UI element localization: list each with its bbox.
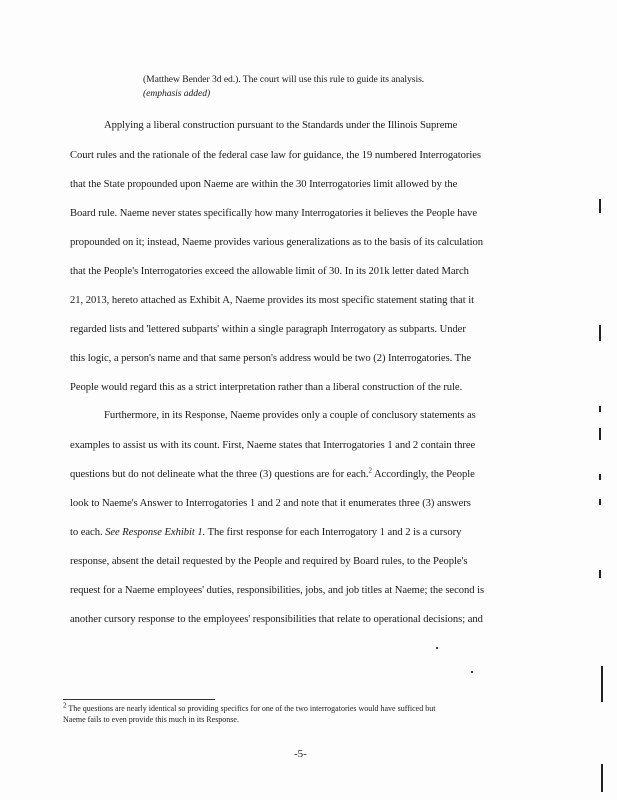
paragraph-1-line-10: People would regard this as a strict interpretation rather than a liberal construction of the rule. xyxy=(70,382,463,393)
paragraph-1-line-3: that the State propounded upon Naeme are within the 30 Interrogatories limit allowed by the xyxy=(70,179,458,190)
scan-margin-mark xyxy=(599,325,601,341)
scan-margin-mark xyxy=(599,474,601,480)
paragraph-2-line-5-rest: The first response for each Interrogatory 1 and 2 is a cursory xyxy=(205,527,462,538)
paragraph-2-line-3 xyxy=(70,468,475,481)
exhibit-citation: See Response Exhibit 1. xyxy=(105,527,206,538)
paragraph-1-line-7: 21, 2013, hereto attached as Exhibit A, Naeme provides its most specific statement stating that it xyxy=(70,295,475,306)
paragraph-1-line-5: propounded on it; instead, Naeme provides various generalizations as to the basis of its calculation xyxy=(70,237,484,248)
paragraph-2-line-1: Furthermore, in its Response, Naeme provides only a couple of conclusory statements as xyxy=(104,410,476,421)
paragraph-1-line-9: this logic, a person's name and that same person's address would be two (2) Interrogatories. The xyxy=(70,353,471,364)
paragraph-1-line-1: Applying a liberal construction pursuant to the Standards under the Illinois Supreme xyxy=(104,120,458,131)
scan-speck xyxy=(436,647,438,649)
paragraph-2-line-5-text: to each. xyxy=(70,527,106,538)
paragraph-2-line-6: response, absent the detail requested by the People and required by Board rules, to the People's xyxy=(70,556,468,567)
quote-emphasis-note: (emphasis added) xyxy=(143,88,211,99)
paragraph-2-line-3-text: questions but do not delineate what the three (3) questions are for each. xyxy=(70,469,369,480)
scan-margin-mark xyxy=(599,406,601,412)
footnote-reference[interactable]: 2 xyxy=(368,466,372,475)
scan-margin-mark xyxy=(599,570,601,578)
scan-margin-mark xyxy=(601,666,603,702)
paragraph-2-line-4: look to Naeme's Answer to Interrogatories 1 and 2 and note that it enumerates three (3) answers xyxy=(70,498,471,509)
scan-margin-mark xyxy=(601,764,603,792)
footnote-separator xyxy=(63,699,215,700)
paragraph-1-line-8: regarded lists and 'lettered subparts' within a single paragraph Interrogatory as subparts. Under xyxy=(70,324,466,335)
scan-margin-mark xyxy=(599,428,601,440)
paragraph-2-line-3-suffix: Accordingly, the People xyxy=(371,469,475,480)
paragraph-2-line-7: request for a Naeme employees' duties, responsibilities, jobs, and job titles at Naeme; the second is xyxy=(70,585,485,596)
scan-speck xyxy=(471,671,473,673)
paragraph-2-line-2: examples to assist us with its count. First, Naeme states that Interrogatories 1 and 2 contain three xyxy=(70,440,476,451)
paragraph-1-line-2: Court rules and the rationale of the federal case law for guidance, the 19 numbered Interrogatories xyxy=(70,150,481,161)
scan-margin-mark xyxy=(599,499,601,505)
footnote-line-2: Naeme fails to even provide this much in its Response. xyxy=(63,715,239,724)
footnote-number: 2 xyxy=(63,701,67,710)
footnote-text-1: The questions are nearly identical so providing specifics for one of the two interrogatories would have sufficed but xyxy=(68,704,436,713)
footnote-line-1 xyxy=(63,701,436,714)
quote-line-1: (Matthew Bender 3d ed.). The court will use this rule to guide its analysis. xyxy=(143,74,425,85)
paragraph-1-line-4: Board rule. Naeme never states specifically how many Interrogatories it believes the People have xyxy=(70,208,478,219)
paragraph-2-line-5 xyxy=(70,526,461,539)
paragraph-1-line-6: that the People's Interrogatories exceed the allowable limit of 30. In its 201k letter dated March xyxy=(70,266,469,277)
scan-margin-mark xyxy=(599,199,601,213)
page-number: -5- xyxy=(294,748,307,760)
paragraph-2-line-8: another cursory response to the employees' responsibilities that relate to operational decisions; and xyxy=(70,614,483,625)
